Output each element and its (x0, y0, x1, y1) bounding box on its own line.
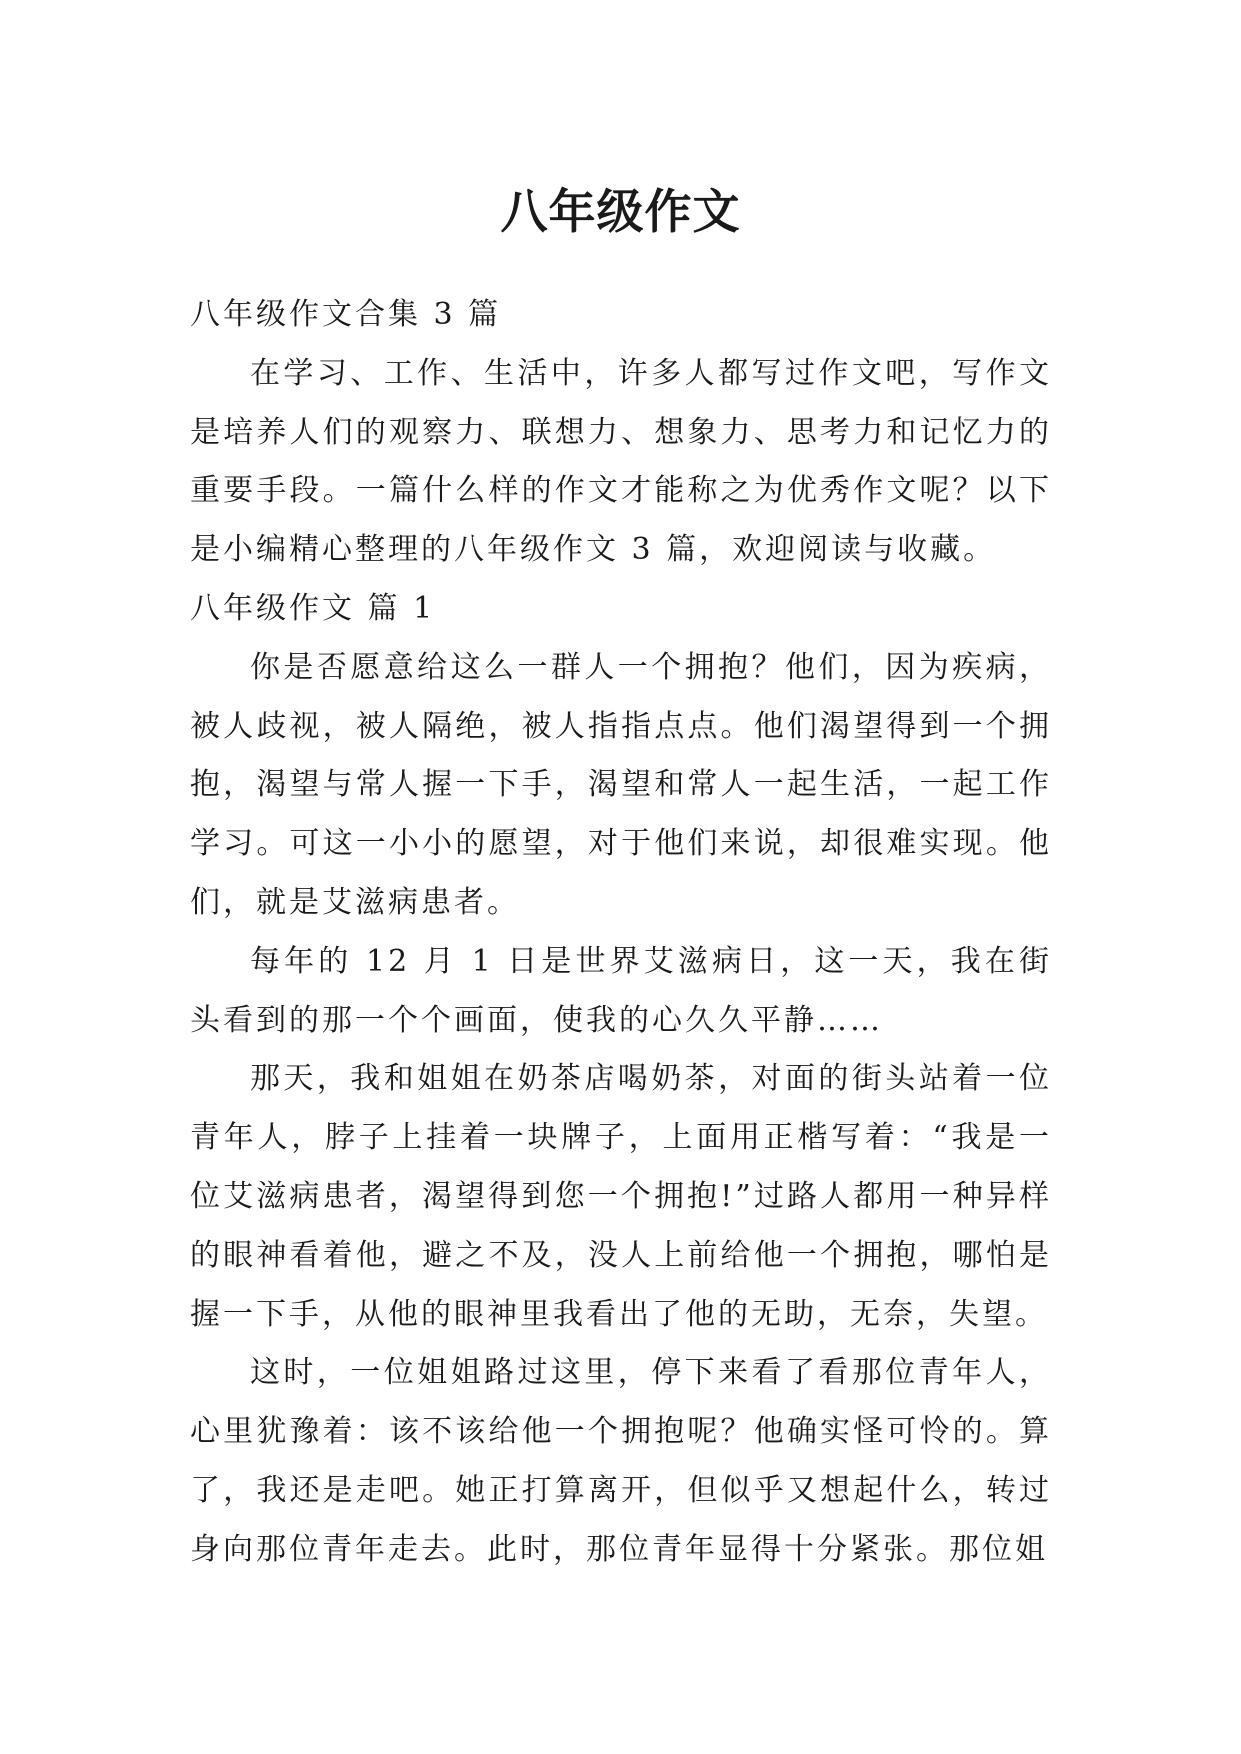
document-body (190, 286, 1052, 1580)
collection-heading: 八年级作文合集 3 篇 (190, 297, 502, 332)
body-paragraph: 每年的 12 月 1 日是世界艾滋病日，这一天，我在街头看到的那一个个画面，使我的心久久平静…… (190, 943, 1052, 1038)
body-paragraph: 这时，一位姐姐路过这里，停下来看了看那位青年人，心里犹豫着：该不该给他一个拥抱呢？他确实怪可怜的。算了，我还是走吧。她正打算离开，但似乎又想起什么，转过身向那位青年走去。此时，那位青年显得十分紧张。那位姐 (190, 1355, 1052, 1567)
document-title: 八年级作文 (500, 185, 741, 241)
section-heading: 八年级作文 篇 1 (190, 590, 436, 626)
body-paragraph: 你是否愿意给这么一群人一个拥抱？他们，因为疾病，被人歧视，被人隔绝，被人指指点点。他们渴望得到一个拥抱，渴望与常人握一下手，渴望和常人一起生活，一起工作学习。可这一小小的愿望，对于他们来说，却很难实现。他们，就是艾滋病患者。 (190, 649, 1052, 920)
body-paragraph: 那天，我和姐姐在奶茶店喝奶茶，对面的街头站着一位青年人，脖子上挂着一块牌子，上面用正楷写着：“我是一位艾滋病患者，渴望得到您一个拥抱!”过路人都用一种异样的眼神看着他，避之不及，没人上前给他一个拥抱，哪怕是握一下手，从他的眼神里我看出了他的无助，无奈，失望。 (190, 1061, 1052, 1332)
intro-paragraph: 在学习、工作、生活中，许多人都写过作文吧，写作文是培养人们的观察力、联想力、想象力、思考力和记忆力的重要手段。一篇什么样的作文才能称之为优秀作文呢？以下是小编精心整理的八年级作文 3 篇，欢迎阅读与收藏。 (190, 355, 1052, 568)
